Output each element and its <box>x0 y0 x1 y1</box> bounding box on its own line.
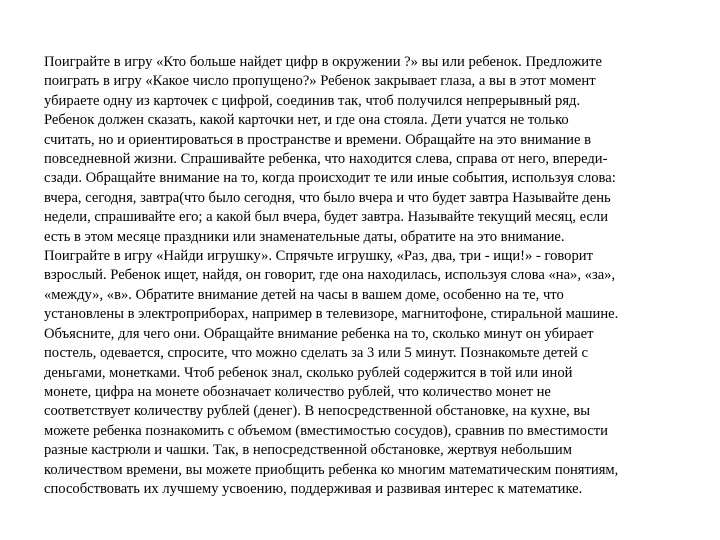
text-line: монете, цифра на монете обозначает количество рублей, что количество монет не <box>44 383 551 400</box>
text-line: Ребенок должен сказать, какой карточки нет, и где она стояла. Дети учатся не только <box>44 112 569 129</box>
text-line: вчера, сегодня, завтра(что было сегодня, что было вчера и что будет завтра Называйте день <box>44 189 611 206</box>
text-line: способствовать их лучшему усвоению, поддерживая и развивая интерес к математике. <box>44 480 583 497</box>
text-line: разные кастрюли и чашки. Так, в непосредственной обстановке, жертвуя небольшим <box>44 442 572 459</box>
text-line: сзади. Обращайте внимание на то, когда происходит те или иные события, используя слова: <box>44 170 616 187</box>
text-line: деньгами, монетками. Чтоб ребенок знал, сколько рублей содержится в той или иной <box>44 364 573 381</box>
text-line: Поиграйте в игру «Кто больше найдет цифр в окружении ?» вы или ребенок. Предложите <box>44 54 602 70</box>
text-line: есть в этом месяце праздники или знаменательные даты, обратите на это внимание. <box>44 228 565 245</box>
text-line: убираете одну из карточек с цифрой, соединив так, чтоб получился непрерывный ряд. <box>44 92 581 109</box>
text-line: взрослый. Ребенок ищет, найдя, он говорит, где она находилась, используя слова «на», «за», <box>44 267 616 284</box>
text-line: можете ребенка познакомить с объемом (вместимостью сосудов), сравнив по вместимости <box>44 422 608 439</box>
text-line: количеством времени, вы можете приобщить ребенка ко многим математическим понятиям, <box>44 461 619 478</box>
text-line: Объясните, для чего они. Обращайте внимание ребенка на то, сколько минут он убирает <box>44 325 594 342</box>
text-line: «между», «в». Обратите внимание детей на часы в вашем доме, особенно на те, что <box>44 286 564 303</box>
text-line: поиграть в игру «Какое число пропущено?» Ребенок закрывает глаза, а вы в этот момент <box>44 73 596 90</box>
text-line: соответствует количеству рублей (денег). В непосредственной обстановке, на кухне, вы <box>44 403 591 420</box>
text-line: повседневной жизни. Спрашивайте ребенка, что находится слева, справа от него, впереди- <box>44 151 608 168</box>
text-line: постель, одевается, спросите, что можно сделать за 3 или 5 минут. Познакомьте детей с <box>44 345 588 362</box>
body-text <box>44 53 684 499</box>
text-line: считать, но и ориентироваться в пространстве и времени. Обращайте на это внимание в <box>44 131 591 148</box>
text-line: Поиграйте в игру «Найди игрушку». Спрячьте игрушку, «Раз, два, три - ищи!» - говорит <box>44 248 593 265</box>
text-line: недели, спрашивайте его; а какой был вчера, будет завтра. Называйте текущий месяц, если <box>44 209 609 226</box>
text-line: установлены в электроприборах, например в телевизоре, магнитофоне, стиральной машине. <box>44 306 619 323</box>
